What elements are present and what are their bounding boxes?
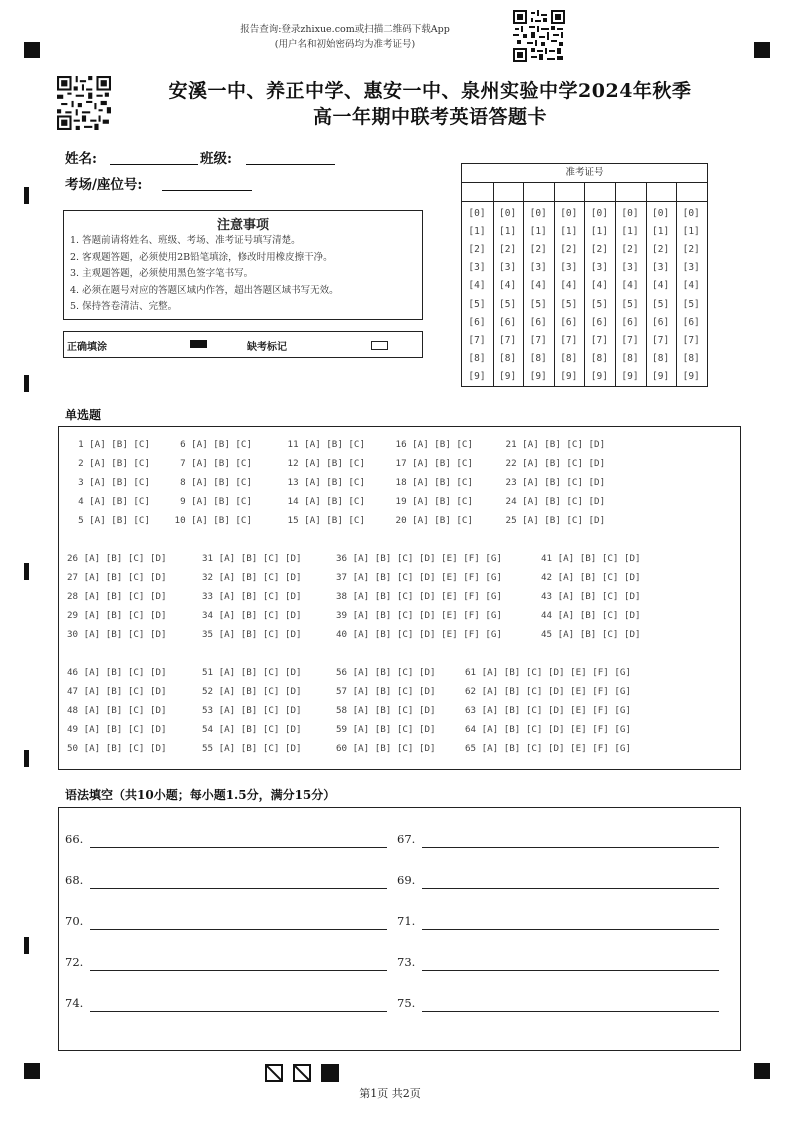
mcq-section-label: 单选题 [65,408,102,422]
page-number: 第1页 共2页 [359,1087,421,1100]
mcq-question[interactable]: 35 [A] [B] [C] [D] [202,629,302,640]
admission-digit-bubble[interactable]: [5] [621,298,639,310]
footer-mark-slashed [293,1064,311,1082]
timing-mark [24,187,29,204]
mcq-question[interactable]: 54 [A] [B] [C] [D] [202,724,302,735]
footer-mark-slashed [265,1064,283,1082]
mcq-question[interactable]: 47 [A] [B] [C] [D] [67,686,167,697]
notice-item: 5. 保持答卷清洁、完整。 [70,301,178,313]
admission-digit-bubble[interactable]: [6] [499,316,517,328]
admission-digit-bubble[interactable]: [9] [652,370,670,382]
admission-digit-bubble[interactable]: [1] [529,226,547,238]
admission-digit-bubble[interactable]: [0] [621,208,639,219]
class-label: 班级: [200,151,232,167]
grammar-answer-line[interactable] [90,929,387,930]
sheet-title-line2: 高一年期中联考英语答题卡 [312,106,547,128]
grammar-question-number: 75. [397,996,416,1010]
admission-digit-bubble[interactable]: [5] [682,298,700,310]
admission-column [676,183,707,386]
admission-digit-bubble[interactable]: [0] [590,208,608,219]
absent-mark-label: 缺考标记 [247,342,287,353]
mcq-question[interactable]: 32 [A] [B] [C] [D] [202,572,302,583]
admission-digit-bubble[interactable]: [1] [499,226,517,238]
absent-mark-box[interactable] [371,341,388,350]
admission-digit-bubble[interactable]: [7] [652,334,670,346]
grammar-answer-line[interactable] [422,1011,719,1012]
admission-digit-bubble[interactable]: [7] [560,334,578,346]
mcq-question[interactable]: 3 [A] [B] [C] [67,477,150,488]
admission-write-cell[interactable] [584,183,615,202]
admission-digit-bubble[interactable]: [9] [682,370,700,382]
room-seat-field[interactable] [162,190,252,191]
mcq-question[interactable]: 38 [A] [B] [C] [D] [E] [F] [G] [336,591,502,602]
mcq-question[interactable]: 6 [A] [B] [C] [169,439,252,450]
admission-digit-bubble[interactable]: [4] [590,280,608,292]
admission-digit-bubble[interactable]: [2] [468,244,486,256]
mcq-question[interactable]: 51 [A] [B] [C] [D] [202,667,302,678]
mcq-question[interactable]: 29 [A] [B] [C] [D] [67,610,167,621]
correct-fill-sample [190,340,207,348]
mcq-question[interactable]: 49 [A] [B] [C] [D] [67,724,167,735]
grammar-answer-line[interactable] [422,970,719,971]
mcq-question[interactable]: 59 [A] [B] [C] [D] [336,724,436,735]
admission-column [646,183,678,386]
notice-item: 2. 客观题答题，必须使用2B铅笔填涂，修改时用橡皮擦干净。 [70,251,333,263]
notice-item: 1. 答题前请将姓名、班级、考场、准考证号填写清楚。 [70,235,301,246]
admission-digit-bubble[interactable]: [6] [682,316,700,328]
admission-digit-bubble[interactable]: [4] [682,280,700,292]
notice-item: 3. 主观题答题，必须使用黑色签字笔书写。 [70,268,254,280]
admission-digit-bubble[interactable]: [3] [682,262,700,274]
admission-digit-bubble[interactable]: [3] [499,262,517,274]
admission-column [554,183,586,386]
admission-digit-bubble[interactable]: [1] [621,226,639,238]
corner-mark-bottom-right [754,1063,770,1079]
mcq-question[interactable]: 37 [A] [B] [C] [D] [E] [F] [G] [336,572,502,583]
admission-digit-bubble[interactable]: [1] [652,226,670,238]
admission-digit-bubble[interactable]: [6] [590,316,608,328]
admission-digit-bubble[interactable]: [4] [560,280,578,292]
mcq-question[interactable]: 61 [A] [B] [C] [D] [E] [F] [G] [465,667,631,678]
sheet-title-line1: 安溪一中、养正中学、惠安一中、泉州实验中学2024年秋季 [168,80,692,102]
admission-digit-bubble[interactable]: [3] [621,262,639,274]
admission-digit-bubble[interactable]: [2] [652,244,670,256]
admission-write-cell[interactable] [615,183,646,202]
admission-digit-bubble[interactable]: [4] [468,280,486,292]
admission-digit-bubble[interactable]: [1] [590,226,608,238]
mcq-question[interactable]: 40 [A] [B] [C] [D] [E] [F] [G] [336,629,502,640]
admission-digit-bubble[interactable]: [6] [652,316,670,328]
admission-digit-bubble[interactable]: [9] [621,370,639,382]
corner-mark-top-left [24,42,40,58]
grammar-question-number: 73. [397,955,416,969]
admission-write-cell[interactable] [523,183,554,202]
mcq-question[interactable]: 46 [A] [B] [C] [D] [67,667,167,678]
admission-digit-bubble[interactable]: [2] [529,244,547,256]
admission-digit-bubble[interactable]: [1] [468,226,486,238]
admission-columns [462,183,707,386]
admission-digit-bubble[interactable]: [5] [560,298,578,310]
mcq-question[interactable]: 50 [A] [B] [C] [D] [67,743,167,754]
admission-digit-bubble[interactable]: [0] [652,208,670,219]
mcq-question[interactable]: 13 [A] [B] [C] [282,477,365,488]
admission-digit-bubble[interactable]: [2] [590,244,608,256]
admission-title: 准考证号 [462,164,707,183]
admission-digit-bubble[interactable]: [5] [529,298,547,310]
mcq-question[interactable]: 25 [A] [B] [C] [D] [500,515,606,526]
grammar-answer-line[interactable] [422,929,719,930]
admission-digit-bubble[interactable]: [8] [621,352,639,364]
admission-digit-bubble[interactable]: [8] [652,352,670,364]
admission-digit-bubble[interactable]: [2] [499,244,517,256]
admission-column [462,183,494,386]
mcq-question[interactable]: 28 [A] [B] [C] [D] [67,591,167,602]
qr-code-sheet [57,76,111,130]
admission-digit-bubble[interactable]: [3] [560,262,578,274]
correct-fill-label: 正确填涂 [67,342,107,353]
admission-digit-bubble[interactable]: [8] [468,352,486,364]
admission-digit-bubble[interactable]: [0] [682,208,700,219]
mcq-question[interactable]: 9 [A] [B] [C] [169,496,252,507]
admission-digit-bubble[interactable]: [4] [652,280,670,292]
admission-write-cell[interactable] [493,183,524,202]
admission-digit-bubble[interactable]: [8] [590,352,608,364]
timing-mark [24,375,29,392]
mcq-question[interactable]: 58 [A] [B] [C] [D] [336,705,436,716]
admission-digit-bubble[interactable]: [8] [529,352,547,364]
mcq-question[interactable]: 24 [A] [B] [C] [D] [500,496,606,507]
footer-mark-filled [321,1064,339,1082]
admission-digit-bubble[interactable]: [5] [499,298,517,310]
admission-digit-bubble[interactable]: [0] [529,208,547,219]
mcq-question[interactable]: 1 [A] [B] [C] [67,439,150,450]
mcq-question[interactable]: 36 [A] [B] [C] [D] [E] [F] [G] [336,553,502,564]
mcq-question[interactable]: 43 [A] [B] [C] [D] [541,591,641,602]
grammar-question-number: 66. [65,832,84,846]
mcq-question[interactable]: 11 [A] [B] [C] [282,439,365,450]
admission-digit-bubble[interactable]: [9] [499,370,517,382]
admission-digit-bubble[interactable]: [8] [682,352,700,364]
admission-digit-bubble[interactable]: [9] [468,370,486,382]
grammar-question-number: 69. [397,873,416,887]
admission-digit-bubble[interactable]: [6] [529,316,547,328]
mcq-question[interactable]: 62 [A] [B] [C] [D] [E] [F] [G] [465,686,631,697]
grammar-question-number: 71. [397,914,416,928]
grammar-answer-area [58,807,741,1051]
report-query-line2: (用户名和初始密码均为准考证号) [274,39,416,50]
mcq-question[interactable]: 5 [A] [B] [C] [67,515,150,526]
mcq-question[interactable]: 34 [A] [B] [C] [D] [202,610,302,621]
mcq-question[interactable]: 48 [A] [B] [C] [D] [67,705,167,716]
mcq-question[interactable]: 57 [A] [B] [C] [D] [336,686,436,697]
grammar-answer-line[interactable] [90,847,387,848]
notice-title: 注意事项 [216,218,269,233]
timing-mark [24,750,29,767]
admission-digit-bubble[interactable]: [4] [529,280,547,292]
admission-digit-bubble[interactable]: [0] [499,208,517,219]
admission-digit-bubble[interactable]: [3] [652,262,670,274]
mcq-question[interactable]: 21 [A] [B] [C] [D] [500,439,606,450]
grammar-question-number: 72. [65,955,84,969]
mcq-question[interactable]: 65 [A] [B] [C] [D] [E] [F] [G] [465,743,631,754]
qr-code-app [513,10,565,62]
admission-digit-bubble[interactable]: [9] [590,370,608,382]
mcq-question[interactable]: 7 [A] [B] [C] [169,458,252,469]
timing-mark [24,563,29,580]
admission-digit-bubble[interactable]: [7] [590,334,608,346]
mcq-question[interactable]: 2 [A] [B] [C] [67,458,150,469]
admission-column [615,183,647,386]
mcq-question[interactable]: 55 [A] [B] [C] [D] [202,743,302,754]
admission-write-cell[interactable] [462,183,493,202]
mcq-question[interactable]: 64 [A] [B] [C] [D] [E] [F] [G] [465,724,631,735]
mcq-question[interactable]: 14 [A] [B] [C] [282,496,365,507]
admission-write-cell[interactable] [676,183,707,202]
corner-mark-top-right [754,42,770,58]
admission-digit-bubble[interactable]: [2] [682,244,700,256]
mcq-question[interactable]: 33 [A] [B] [C] [D] [202,591,302,602]
admission-digit-bubble[interactable]: [7] [621,334,639,346]
admission-digit-bubble[interactable]: [4] [621,280,639,292]
grammar-answer-line[interactable] [422,888,719,889]
mcq-question[interactable]: 41 [A] [B] [C] [D] [541,553,641,564]
report-query-line1: 报告查询:登录zhixue.com或扫描二维码下载App [240,24,450,35]
admission-digit-bubble[interactable]: [7] [468,334,486,346]
mcq-question[interactable]: 12 [A] [B] [C] [282,458,365,469]
notice-item: 4. 必须在题号对应的答题区域内作答，超出答题区域书写无效。 [70,284,339,296]
admission-digit-bubble[interactable]: [7] [499,334,517,346]
mcq-question[interactable]: 22 [A] [B] [C] [D] [500,458,606,469]
room-seat-label: 考场/座位号: [65,177,143,193]
mcq-question[interactable]: 27 [A] [B] [C] [D] [67,572,167,583]
admission-digit-bubble[interactable]: [5] [652,298,670,310]
grammar-answer-line[interactable] [90,1011,387,1012]
admission-digit-bubble[interactable]: [9] [560,370,578,382]
mcq-question[interactable]: 42 [A] [B] [C] [D] [541,572,641,583]
admission-column [493,183,525,386]
admission-digit-bubble[interactable]: [3] [529,262,547,274]
grammar-question-number: 67. [397,832,416,846]
mcq-question[interactable]: 17 [A] [B] [C] [390,458,473,469]
grammar-answer-line[interactable] [90,888,387,889]
grammar-question-number: 70. [65,914,84,928]
admission-digit-bubble[interactable]: [6] [621,316,639,328]
admission-digit-bubble[interactable]: [3] [590,262,608,274]
mcq-question[interactable]: 39 [A] [B] [C] [D] [E] [F] [G] [336,610,502,621]
mcq-question[interactable]: 16 [A] [B] [C] [390,439,473,450]
grammar-question-number: 74. [65,996,84,1010]
admission-write-cell[interactable] [554,183,585,202]
admission-digit-bubble[interactable]: [2] [560,244,578,256]
admission-digit-bubble[interactable]: [0] [560,208,578,219]
mcq-question[interactable]: 8 [A] [B] [C] [169,477,252,488]
mcq-question[interactable]: 56 [A] [B] [C] [D] [336,667,436,678]
class-field[interactable] [246,164,335,165]
name-label: 姓名: [65,151,97,167]
mcq-question[interactable]: 53 [A] [B] [C] [D] [202,705,302,716]
admission-digit-bubble[interactable]: [4] [499,280,517,292]
admission-digit-bubble[interactable]: [3] [468,262,486,274]
admission-digit-bubble[interactable]: [2] [621,244,639,256]
mcq-question[interactable]: 10 [A] [B] [C] [169,515,252,526]
admission-digit-bubble[interactable]: [1] [560,226,578,238]
admission-digit-bubble[interactable]: [5] [590,298,608,310]
grammar-answer-line[interactable] [90,970,387,971]
admission-digit-bubble[interactable]: [7] [682,334,700,346]
mcq-question[interactable]: 45 [A] [B] [C] [D] [541,629,641,640]
fill-legend [63,331,423,358]
admission-digit-bubble[interactable]: [7] [529,334,547,346]
name-field[interactable] [110,164,198,165]
admission-digit-bubble[interactable]: [9] [529,370,547,382]
notice-box [63,210,423,320]
mcq-question[interactable]: 52 [A] [B] [C] [D] [202,686,302,697]
admission-write-cell[interactable] [646,183,677,202]
grammar-answer-line[interactable] [422,847,719,848]
mcq-question[interactable]: 19 [A] [B] [C] [390,496,473,507]
mcq-question[interactable]: 15 [A] [B] [C] [282,515,365,526]
admission-digit-bubble[interactable]: [8] [560,352,578,364]
mcq-question[interactable]: 18 [A] [B] [C] [390,477,473,488]
corner-mark-bottom-left [24,1063,40,1079]
admission-digit-bubble[interactable]: [6] [468,316,486,328]
grammar-question-number: 68. [65,873,84,887]
admission-column [584,183,616,386]
grammar-section-label: 语法填空（共10小题；每小题1.5分，满分15分） [65,788,336,802]
mcq-question[interactable]: 31 [A] [B] [C] [D] [202,553,302,564]
admission-digit-bubble[interactable]: [5] [468,298,486,310]
admission-digit-bubble[interactable]: [1] [682,226,700,238]
admission-digit-bubble[interactable]: [6] [560,316,578,328]
admission-digit-bubble[interactable]: [0] [468,208,486,219]
timing-mark [24,937,29,954]
admission-digit-bubble[interactable]: [8] [499,352,517,364]
mcq-question[interactable]: 20 [A] [B] [C] [390,515,473,526]
mcq-question[interactable]: 44 [A] [B] [C] [D] [541,610,641,621]
mcq-question[interactable]: 23 [A] [B] [C] [D] [500,477,606,488]
admission-number-grid [461,163,708,387]
mcq-question[interactable]: 26 [A] [B] [C] [D] [67,553,167,564]
report-query-note [200,22,490,52]
mcq-question[interactable]: 63 [A] [B] [C] [D] [E] [F] [G] [465,705,631,716]
admission-column [523,183,555,386]
mcq-question[interactable]: 60 [A] [B] [C] [D] [336,743,436,754]
mcq-question[interactable]: 4 [A] [B] [C] [67,496,150,507]
mcq-question[interactable]: 30 [A] [B] [C] [D] [67,629,167,640]
mcq-answer-area [58,426,741,770]
